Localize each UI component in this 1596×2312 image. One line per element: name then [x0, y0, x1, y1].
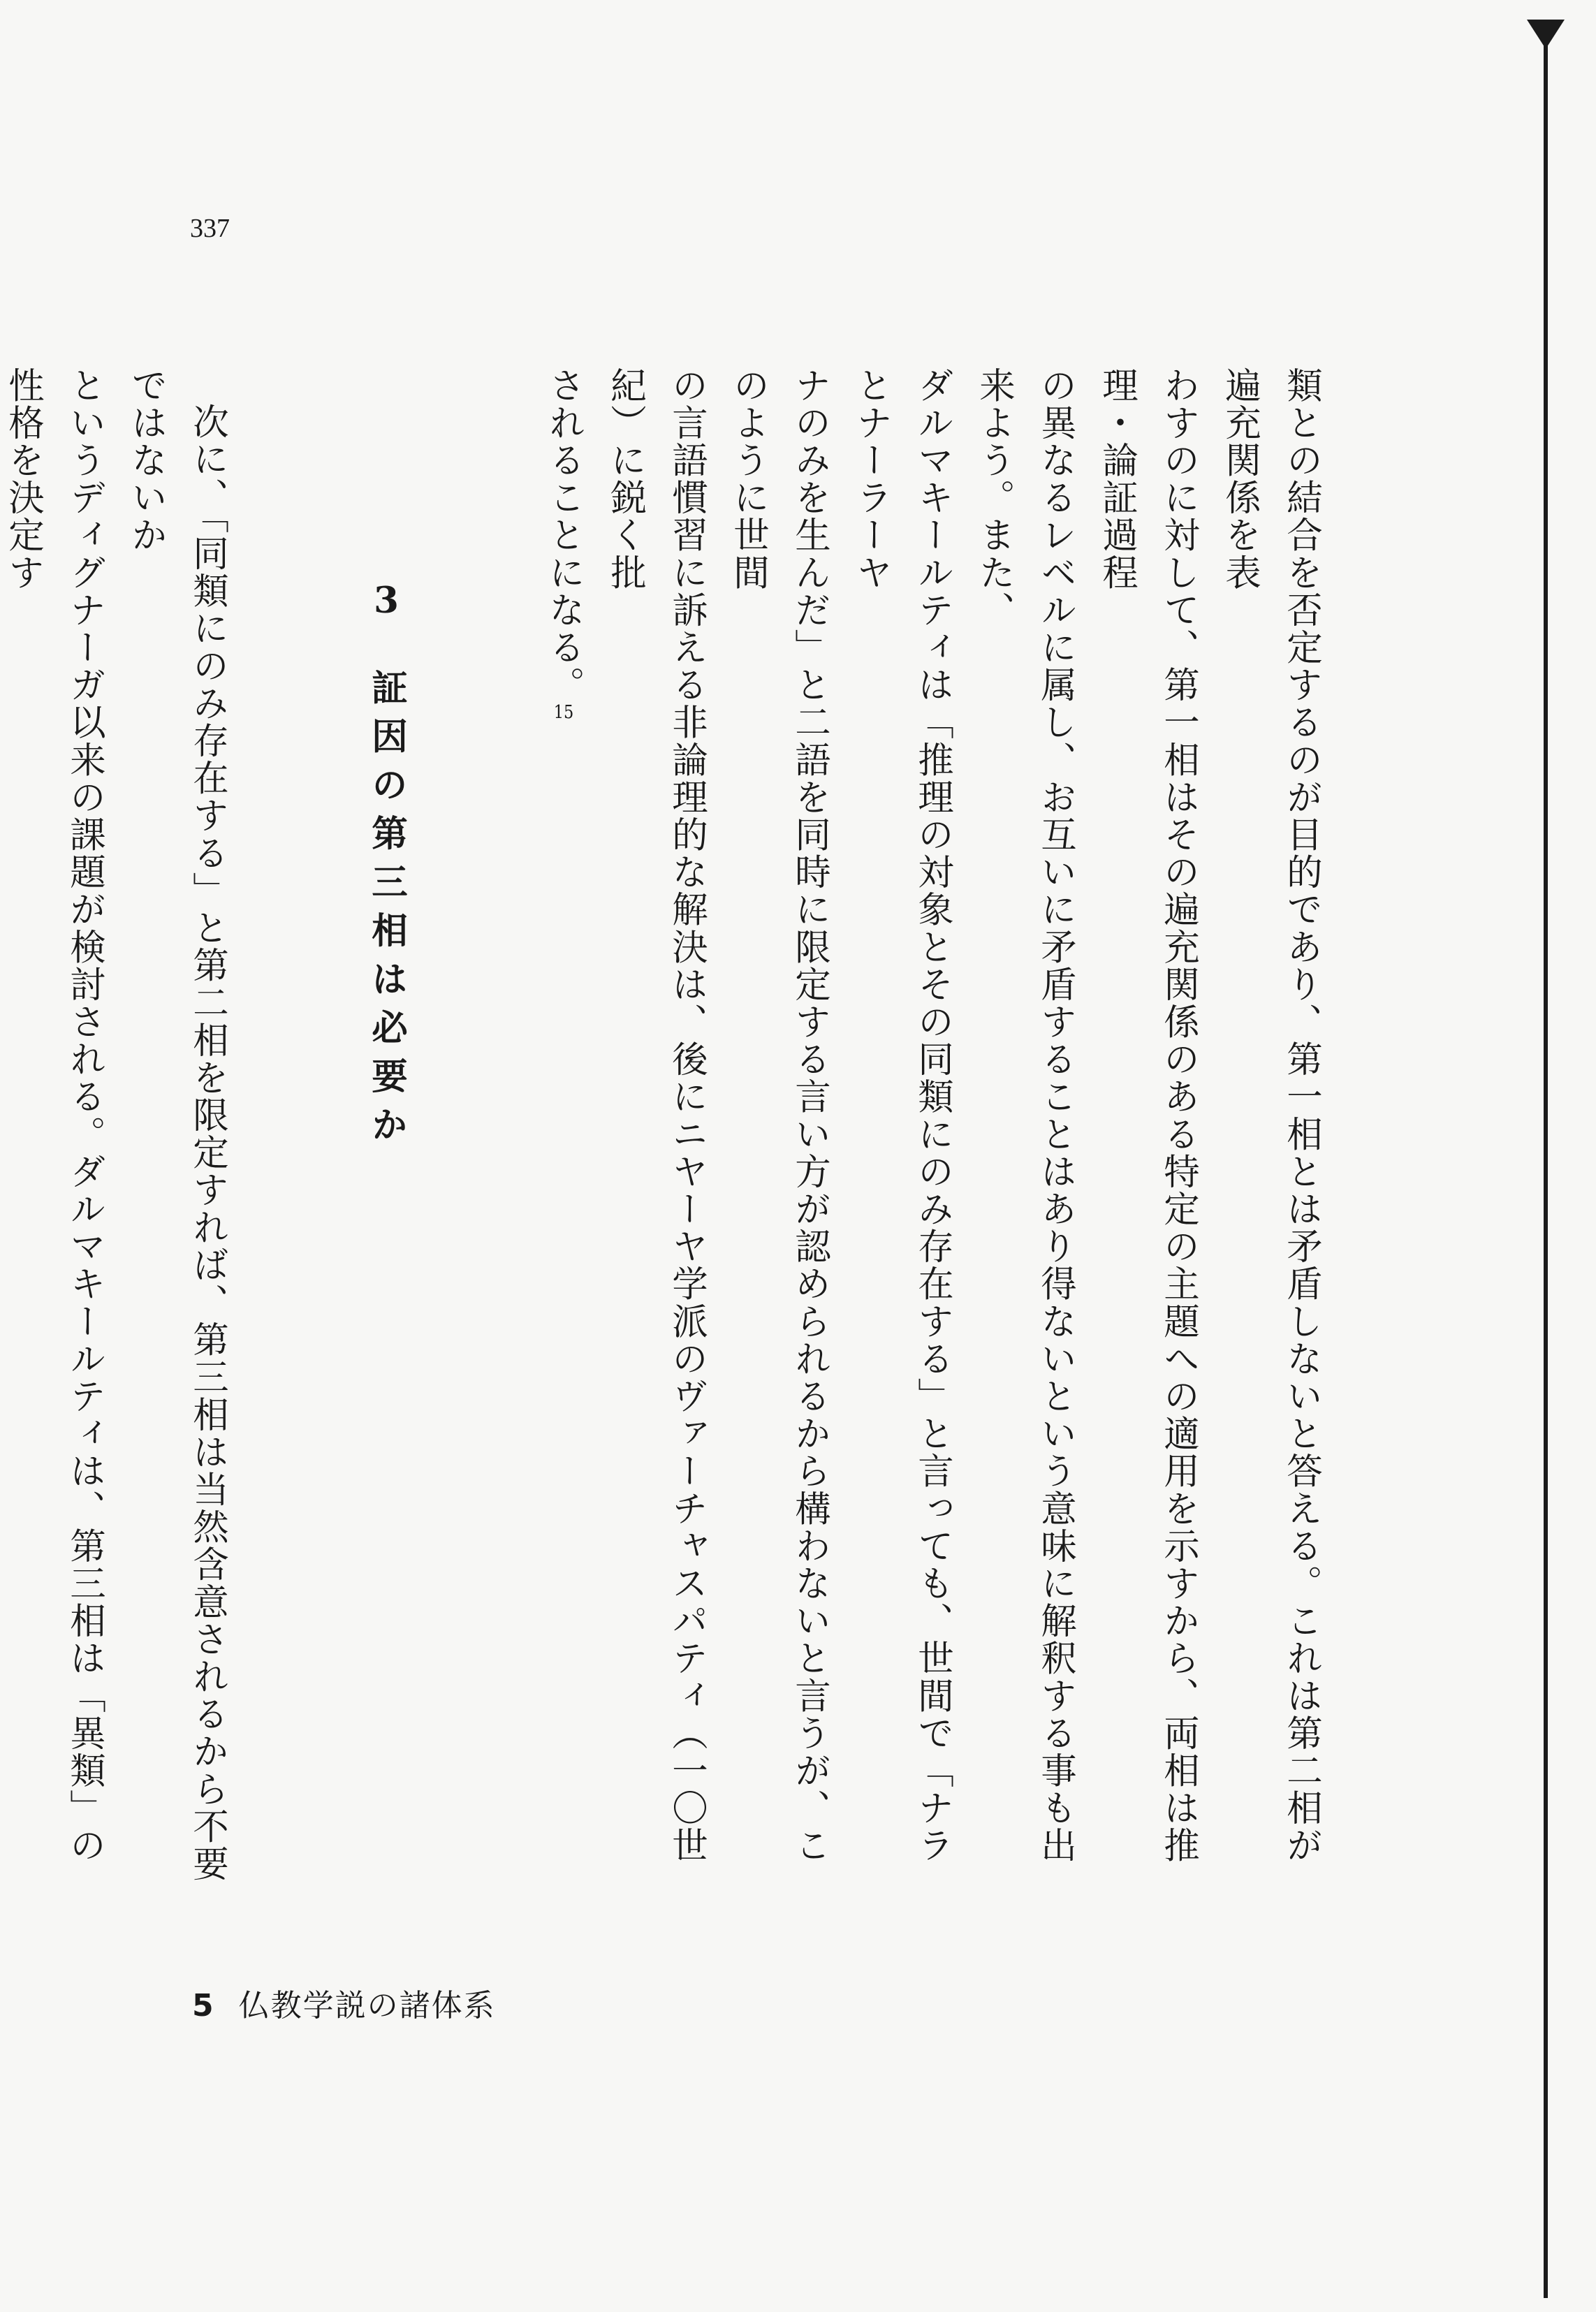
- running-footer: [192, 1980, 496, 2025]
- footnote-reference[interactable]: 15: [553, 703, 574, 722]
- chapter-number: 5: [192, 1988, 215, 2024]
- paragraph-1-text: 類との結合を否定するのが目的であり、第一相とは矛盾しないと答える。これは第二相が遍充関係を表 わすのに対して、第一相はその遍充関係のある特定の主題への適用を示すから、両相は推理・論証過程 の異なるレベルに属し、お互いに矛盾することはあり得ないという意味に解釈する事も出来よう。また、 ダルマキールティは「推理の対象とその同類にのみ存在する」と言っても、世間で「ナラとナーラーヤ ナのみを生んだ」と二語を同時に限定する言い方が認められるから構わないと言うが、このように世間 の言語慣習に訴える非論理的な解決は、後にニヤーヤ学派のヴァーチャスパティ（一〇世紀）に鋭く批 されることになる。: [543, 367, 1322, 1864]
- paragraph-2: 次に、「同類にのみ存在する」と第二相を限定すれば、第三相は当然含意されるから不要ではないか というディグナーガ以来の課題が検討される。ダルマキールティは、第三相は「異類」の性格を決定す: [2, 367, 228, 1882]
- vertical-text-block: [2, 367, 1393, 1889]
- section-heading: [356, 367, 417, 1889]
- paragraph-1: [533, 367, 1332, 1889]
- page-number: 337: [190, 214, 230, 243]
- section-number: 3: [374, 583, 399, 619]
- section-title: 証因の第三相は必要か: [365, 668, 407, 1155]
- chapter-title: 仏教学説の諸体系: [238, 1988, 496, 2024]
- page-edge-line: [1544, 28, 1548, 2298]
